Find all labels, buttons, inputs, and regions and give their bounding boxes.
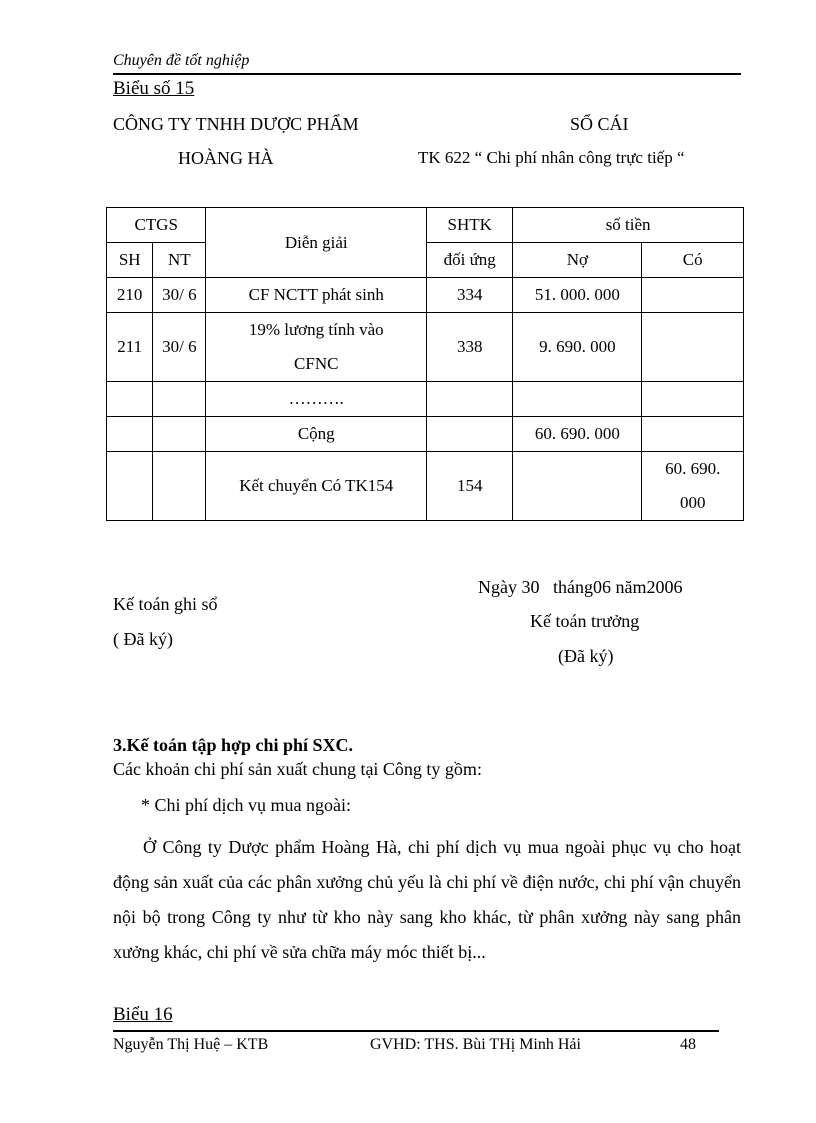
cell-no: [513, 382, 642, 417]
header-shtk: SHTK: [427, 208, 513, 243]
table-row: [107, 382, 744, 417]
header-rule: [113, 73, 741, 75]
cell-nt: [153, 382, 206, 417]
ledger-table: [106, 207, 744, 521]
section-bullet: * Chi phí dịch vụ mua ngoài:: [141, 795, 351, 815]
ledger-account: TK 622 “ Chi phí nhân công trực tiếp “: [418, 148, 685, 167]
header-row: [107, 208, 744, 243]
cell-desc: Cộng: [206, 417, 427, 452]
cell-co: 60. 690. 000: [642, 452, 744, 521]
running-header: Chuyên đề tốt nghiệp: [113, 52, 250, 69]
table-label: Biểu số 15: [113, 78, 195, 99]
cell-sh: [107, 382, 153, 417]
signer-left-status: ( Đã ký): [113, 629, 173, 649]
cell-nt: 30/ 6: [153, 313, 206, 382]
cell-acct: 338: [427, 313, 513, 382]
signature-date: Ngày 30 tháng06 năm2006: [478, 577, 683, 597]
next-table-label: Biểu 16: [113, 1004, 173, 1025]
signer-right-title: Kế toán trưởng: [530, 611, 640, 631]
header-no: Nợ: [513, 243, 642, 278]
table-row: [107, 313, 744, 382]
footer-supervisor: GVHD: THS. Bùi THị Minh Hải: [370, 1036, 581, 1053]
cell-acct: 334: [427, 278, 513, 313]
table-row: [107, 417, 744, 452]
page-number: 48: [680, 1036, 696, 1053]
cell-sh: [107, 417, 153, 452]
footer-rule: [113, 1030, 719, 1032]
section-title: 3.Kế toán tập hợp chi phí SXC.: [113, 735, 354, 755]
cell-co: [642, 382, 744, 417]
cell-no: 60. 690. 000: [513, 417, 642, 452]
section-intro: Các khoản chi phí sản xuất chung tại Công ty gồm:: [113, 759, 482, 779]
cell-sh: 210: [107, 278, 153, 313]
cell-sh: [107, 452, 153, 521]
cell-desc: ……….: [206, 382, 427, 417]
header-nt: NT: [153, 243, 206, 278]
cell-desc: CF NCTT phát sinh: [206, 278, 427, 313]
cell-acct: [427, 417, 513, 452]
cell-nt: 30/ 6: [153, 278, 206, 313]
header-ctgs: CTGS: [107, 208, 206, 243]
cell-nt: [153, 452, 206, 521]
header-dien-giai: Diễn giải: [206, 208, 427, 278]
cell-acct: 154: [427, 452, 513, 521]
cell-co: [642, 313, 744, 382]
ledger-title: SỔ CÁI: [570, 114, 629, 134]
cell-nt: [153, 417, 206, 452]
cell-no: [513, 452, 642, 521]
footer-author: Nguyễn Thị Huệ – KTB: [113, 1036, 269, 1053]
cell-co: [642, 417, 744, 452]
header-doi-ung: đối ứng: [427, 243, 513, 278]
cell-no: 51. 000. 000: [513, 278, 642, 313]
header-so-tien: số tiền: [513, 208, 744, 243]
cell-no: 9. 690. 000: [513, 313, 642, 382]
cell-desc: Kết chuyển Có TK154: [206, 452, 427, 521]
signer-right-status: (Đã ký): [558, 646, 614, 666]
signer-left-title: Kế toán ghi sổ: [113, 594, 218, 614]
company-name-line1: CÔNG TY TNHH DƯỢC PHẨM: [113, 114, 359, 134]
company-name-line2: HOÀNG HÀ: [178, 148, 274, 168]
cell-desc: 19% lương tính vào CFNC: [206, 313, 427, 382]
table-row: [107, 278, 744, 313]
section-paragraph: Ở Công ty Dược phẩm Hoàng Hà, chi phí dịch vụ mua ngoài phục vụ cho hoạt động sản xuất của các phân xưởng chủ yếu là chi phí về điện nước, chi phí vận chuyển nội bộ trong Công ty như từ kho này sang kho khác, từ phân xưởng này sang phân xưởng khác, chi phí về sửa chữa máy móc thiết bị...: [113, 837, 741, 962]
cell-sh: 211: [107, 313, 153, 382]
header-sh: SH: [107, 243, 153, 278]
cell-acct: [427, 382, 513, 417]
cell-co: [642, 278, 744, 313]
table-row: [107, 452, 744, 521]
header-co: Có: [642, 243, 744, 278]
